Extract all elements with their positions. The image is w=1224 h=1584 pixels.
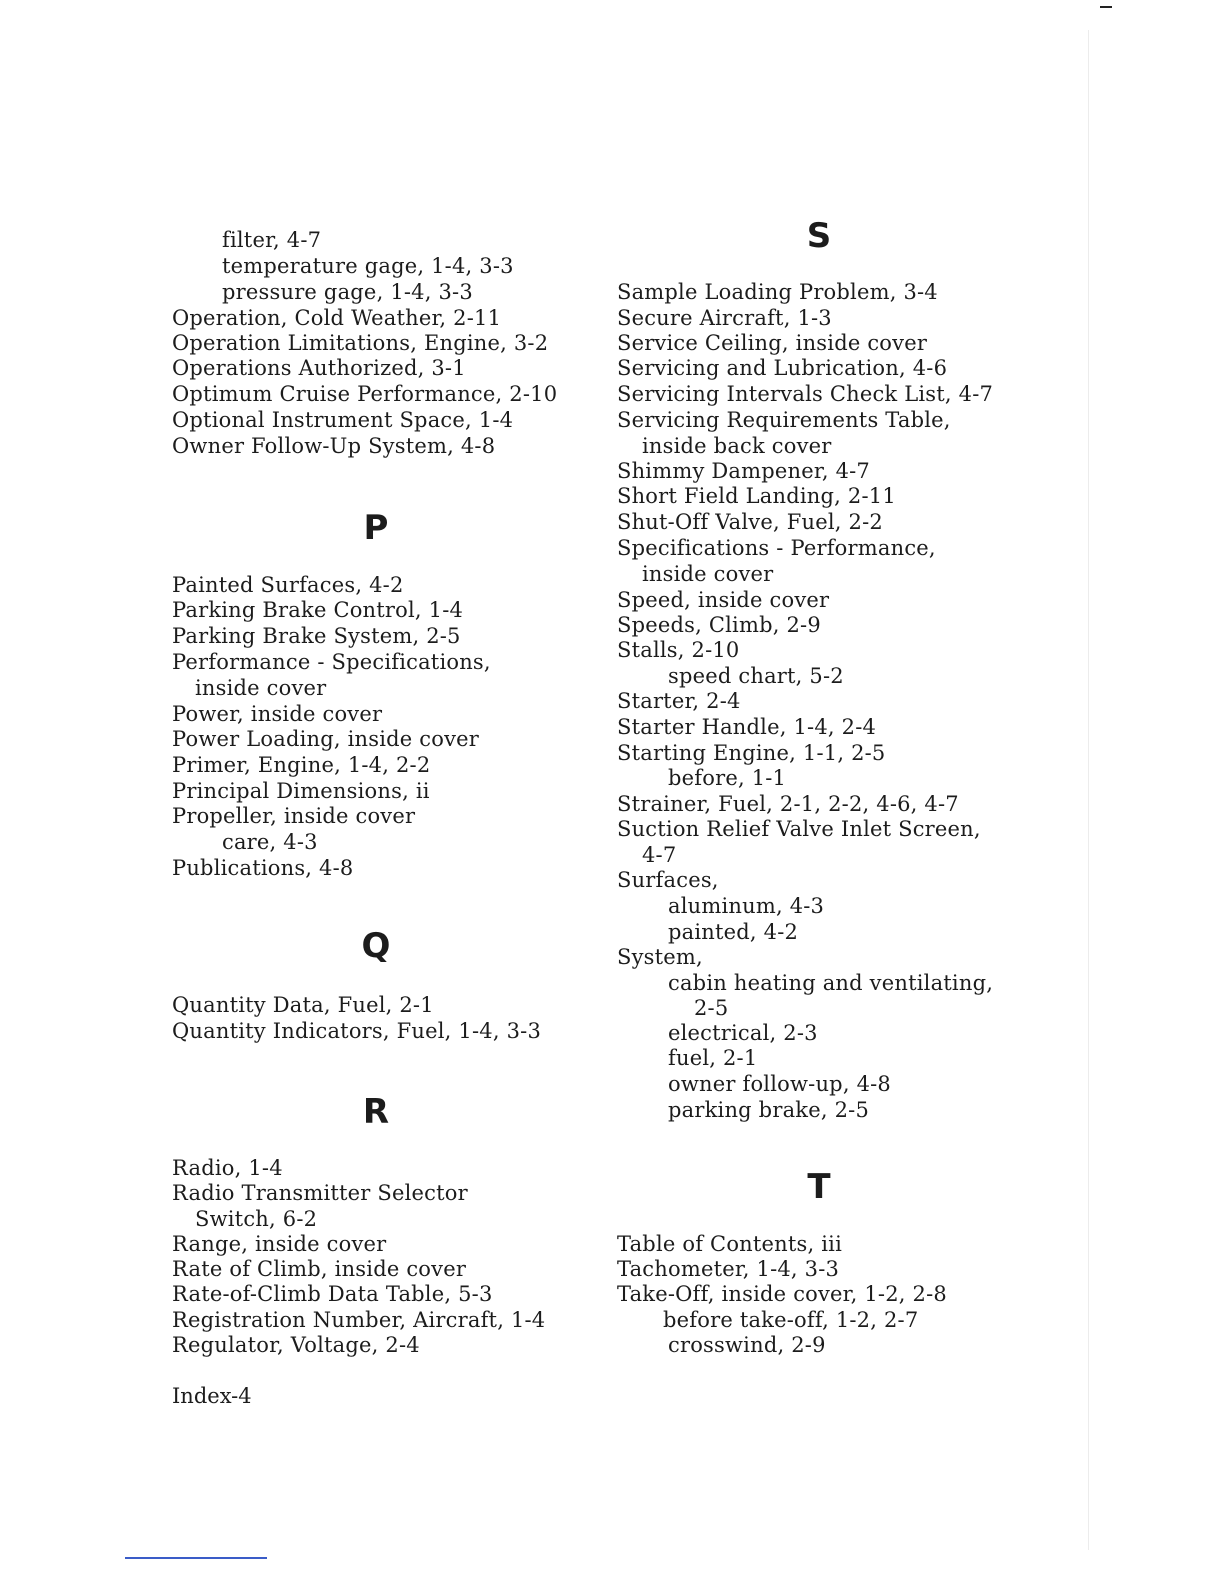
index-entry: Operation Limitations, Engine, 3-2	[172, 331, 549, 355]
index-entry: Take-Off, inside cover, 1-2, 2-8	[617, 1282, 947, 1306]
index-entry: cabin heating and ventilating,	[668, 971, 994, 995]
index-entry: Primer, Engine, 1-4, 2-2	[172, 753, 431, 777]
index-entry: electrical, 2-3	[668, 1021, 818, 1045]
index-entry: Regulator, Voltage, 2-4	[172, 1333, 420, 1357]
index-entry: Shut-Off Valve, Fuel, 2-2	[617, 510, 883, 534]
section-letter-r: R	[362, 1092, 390, 1132]
index-entry: Publications, 4-8	[172, 856, 354, 880]
index-entry: pressure gage, 1-4, 3-3	[222, 280, 473, 304]
index-entry: speed chart, 5-2	[668, 664, 844, 688]
index-entry: Painted Surfaces, 4-2	[172, 573, 404, 597]
index-entry: care, 4-3	[222, 830, 318, 854]
index-entry: inside cover	[195, 676, 327, 700]
index-entry: Service Ceiling, inside cover	[617, 331, 928, 355]
index-entry: Specifications - Performance,	[617, 536, 936, 560]
index-entry: Servicing Intervals Check List, 4-7	[617, 382, 994, 406]
corner-dash-mark	[1100, 6, 1112, 8]
index-entry: Suction Relief Valve Inlet Screen,	[617, 817, 981, 841]
index-entry: Owner Follow-Up System, 4-8	[172, 434, 496, 458]
index-entry: inside cover	[642, 562, 774, 586]
index-entry: Performance - Specifications,	[172, 650, 491, 674]
index-entry: Speed, inside cover	[617, 588, 830, 612]
index-entry: Speeds, Climb, 2-9	[617, 613, 821, 637]
index-entry: fuel, 2-1	[668, 1046, 758, 1070]
index-entry: Servicing Requirements Table,	[617, 408, 951, 432]
index-entry: crosswind, 2-9	[668, 1333, 826, 1357]
index-entry: Rate of Climb, inside cover	[172, 1257, 467, 1281]
index-entry: Quantity Indicators, Fuel, 1-4, 3-3	[172, 1019, 542, 1043]
index-entry: Switch, 6-2	[195, 1207, 318, 1231]
index-entry: Rate-of-Climb Data Table, 5-3	[172, 1282, 493, 1306]
index-entry: Range, inside cover	[172, 1232, 387, 1256]
index-entry: 4-7	[642, 843, 677, 867]
index-entry: Stalls, 2-10	[617, 638, 740, 662]
index-entry: before take-off, 1-2, 2-7	[663, 1308, 919, 1332]
index-entry: aluminum, 4-3	[668, 894, 825, 918]
index-entry: Secure Aircraft, 1-3	[617, 306, 832, 330]
index-entry: Optimum Cruise Performance, 2-10	[172, 382, 558, 406]
index-entry: Parking Brake System, 2-5	[172, 624, 461, 648]
index-entry: System,	[617, 945, 703, 969]
page-number: Index-4	[172, 1384, 252, 1408]
index-entry: filter, 4-7	[222, 228, 322, 252]
index-entry: Power Loading, inside cover	[172, 727, 480, 751]
index-entry: Starting Engine, 1-1, 2-5	[617, 741, 886, 765]
index-entry: Tachometer, 1-4, 3-3	[617, 1257, 840, 1281]
scan-edge-shadow	[1088, 30, 1089, 1550]
index-entry: Parking Brake Control, 1-4	[172, 598, 464, 622]
index-entry: Servicing and Lubrication, 4-6	[617, 356, 948, 380]
index-entry: Table of Contents, iii	[617, 1232, 842, 1256]
index-entry: Propeller, inside cover	[172, 804, 416, 828]
index-entry: Registration Number, Aircraft, 1-4	[172, 1308, 546, 1332]
index-entry: Strainer, Fuel, 2-1, 2-2, 4-6, 4-7	[617, 792, 959, 816]
index-entry: Principal Dimensions, ii	[172, 779, 430, 803]
index-entry: Quantity Data, Fuel, 2-1	[172, 993, 434, 1017]
section-letter-s: S	[806, 216, 832, 256]
index-entry: 2-5	[694, 996, 729, 1020]
index-entry: Operations Authorized, 3-1	[172, 356, 466, 380]
section-letter-t: T	[807, 1167, 831, 1207]
index-entry: Sample Loading Problem, 3-4	[617, 280, 938, 304]
index-entry: Short Field Landing, 2-11	[617, 484, 896, 508]
index-entry: Shimmy Dampener, 4-7	[617, 459, 870, 483]
section-letter-p: P	[363, 508, 389, 548]
index-entry: parking brake, 2-5	[668, 1098, 870, 1122]
index-entry: Optional Instrument Space, 1-4	[172, 408, 514, 432]
index-entry: Starter Handle, 1-4, 2-4	[617, 715, 877, 739]
index-entry: Starter, 2-4	[617, 689, 741, 713]
index-entry: Operation, Cold Weather, 2-11	[172, 306, 502, 330]
index-entry: owner follow-up, 4-8	[668, 1072, 891, 1096]
index-entry: Radio Transmitter Selector	[172, 1181, 468, 1205]
index-entry: inside back cover	[642, 434, 832, 458]
index-entry: before, 1-1	[668, 766, 787, 790]
index-entry: temperature gage, 1-4, 3-3	[222, 254, 514, 278]
scan-blue-line	[125, 1557, 267, 1559]
index-entry: painted, 4-2	[668, 920, 799, 944]
index-entry: Radio, 1-4	[172, 1156, 283, 1180]
index-entry: Surfaces,	[617, 868, 719, 892]
section-letter-q: Q	[361, 926, 391, 966]
index-entry: Power, inside cover	[172, 702, 383, 726]
